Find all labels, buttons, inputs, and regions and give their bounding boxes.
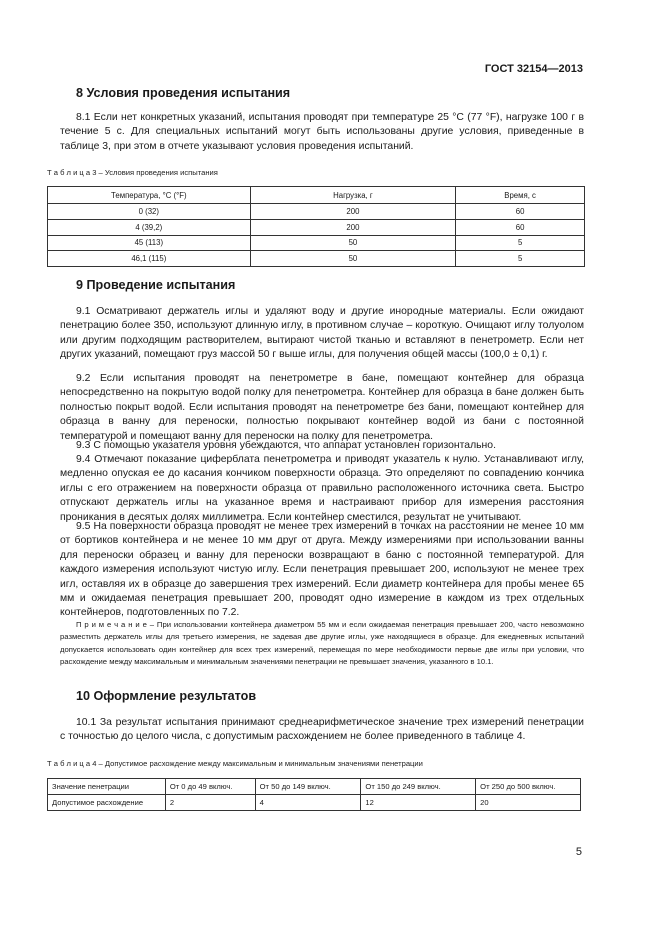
table-cell: 0 (32) <box>48 204 251 220</box>
table-row <box>48 779 581 795</box>
table-cell: 4 (39,2) <box>48 219 251 235</box>
table-row <box>48 251 585 267</box>
table-cell: От 250 до 500 включ. <box>476 779 581 795</box>
table-cell: 20 <box>476 794 581 810</box>
table-cell: 45 (113) <box>48 235 251 251</box>
table-cell: 60 <box>456 219 585 235</box>
note-9: П р и м е ч а н и е – При использовании контейнера диаметром 55 мм и если ожидаемая пенетрация превышает 200, часто невозможно разместить держатель иглы для третьего измерения, не задевая две другие иглы, уже находящиеся в образце. Для ежедневных испытаний допускается использовать один контейнер для всех трех измерений, перемещая по мере необходимости первые две иглы при условии, что расхождение между максимальным и минимальным значениями пенетрации не превышает значения, указанного в 10.1. <box>60 620 584 667</box>
table-header-row <box>48 187 585 204</box>
table-cell: От 0 до 49 включ. <box>165 779 255 795</box>
page-number: 5 <box>575 846 582 858</box>
table-cell: От 50 до 149 включ. <box>255 779 361 795</box>
table-cell: 200 <box>250 204 456 220</box>
section-10-title: 10 Оформление результатов <box>76 689 257 703</box>
paragraph-9-2: 9.2 Если испытания проводят на пенетрометре в бане, помещают контейнер для образца непосредственно на покрытую водой полку для пенетрометра. Контейнер для образца в бане должен быть полностью покрыт водой. Если испытания проводят на пенетрометре без бани, помещают контейнер для образца в ванну для переноски, полностью покрывают контейнер водой из бани с постоянной температурой и помещают ванну для переноски на полку для пенетрометра. <box>60 373 584 442</box>
table-3 <box>47 186 585 267</box>
table-cell: От 150 до 249 включ. <box>361 779 476 795</box>
table-row <box>48 204 585 220</box>
document-header: ГОСТ 32154—2013 <box>484 63 583 75</box>
table-cell: 12 <box>361 794 476 810</box>
paragraph-9-4: 9.4 Отмечают показание циферблата пенетрометра и приводят указатель к нулю. Устанавливают иглу, медленно опуская ее до касания кончиком поверхности образца. Это определяют по совпадению кончика иглы с его отражением на поверхности образца от правильно расположенного источника света. Быстро отпускают держатель иглы на указанное время и настраивают прибор для измерения расстояния проникания в десятых долях миллиметра. Если контейнер сместился, результат не учитывают. <box>60 454 584 523</box>
table-header-cell: Нагрузка, г <box>250 187 456 204</box>
table-4 <box>47 778 581 811</box>
paragraph-10-1: 10.1 За результат испытания принимают среднеарифметическое значение трех измерений пенетрации с точностью до целого числа, с допустимым расхождением не более приведенного в таблице 4. <box>60 717 584 743</box>
table-4-caption: Т а б л и ц а 4 – Допустимое расхождение между максимальным и минимальным значениями пенетрации <box>47 759 423 768</box>
paragraph-9-5: 9.5 На поверхности образца проводят не менее трех измерений в точках на расстоянии не менее 10 мм от бортиков контейнера и не менее 10 мм друг от друга. Между измерениями при использовании ванны для переноски образец и ванну для переноски возвращают в баню с постоянной температурой. Для каждого измерения используют чистую иглу. Если пенетрация превышает 200, используют не менее трех игл, оставляя их в образце до завершения трех измерений. Если диаметр контейнера для пробы менее 65 мм и ожидаемая пенетрация превышает 200, проводят одно измерение в каждом из трех отдельных контейнеров, подготовленных по 7.2. <box>60 521 584 619</box>
paragraph-9-3: 9.3 С помощью указателя уровня убеждаются, что аппарат установлен горизонтально. <box>76 440 496 451</box>
table-cell: Значение пенетрации <box>48 779 166 795</box>
section-9-title: 9 Проведение испытания <box>76 278 236 292</box>
table-cell: 50 <box>250 251 456 267</box>
table-cell: Допустимое расхождение <box>48 794 166 810</box>
paragraph-9-1: 9.1 Осматривают держатель иглы и удаляют воду и другие инородные материалы. Если ожидают пенетрацию более 350, используют длинную иглу, в противном случае – короткую. Очищают иглу толуолом или другим подходящим растворителем, вытирают чистой тканью и вставляют в пенетрометр. Если нет других указаний, помещают груз массой 50 г выше иглы, для получения общей массы (100,0 ± 0,1) г. <box>60 306 584 361</box>
table-cell: 60 <box>456 204 585 220</box>
table-cell: 46,1 (115) <box>48 251 251 267</box>
table-cell: 50 <box>250 235 456 251</box>
table-3-caption: Т а б л и ц а 3 – Условия проведения испытания <box>47 168 218 177</box>
table-cell: 5 <box>456 251 585 267</box>
table-row <box>48 235 585 251</box>
table-row <box>48 794 581 810</box>
table-header-cell: Температура, °С (°F) <box>48 187 251 204</box>
table-cell: 2 <box>165 794 255 810</box>
table-row <box>48 219 585 235</box>
table-cell: 200 <box>250 219 456 235</box>
table-cell: 5 <box>456 235 585 251</box>
table-header-cell: Время, с <box>456 187 585 204</box>
table-cell: 4 <box>255 794 361 810</box>
paragraph-8-1: 8.1 Если нет конкретных указаний, испытания проводят при температуре 25 °С (77 °F), нагрузке 100 г в течение 5 с. Для специальных испытаний могут быть использованы другие условия, приведенные в таблице 3, при этом в отчете указывают условия проведения испытаний. <box>60 112 584 152</box>
section-8-title: 8 Условия проведения испытания <box>76 86 291 100</box>
